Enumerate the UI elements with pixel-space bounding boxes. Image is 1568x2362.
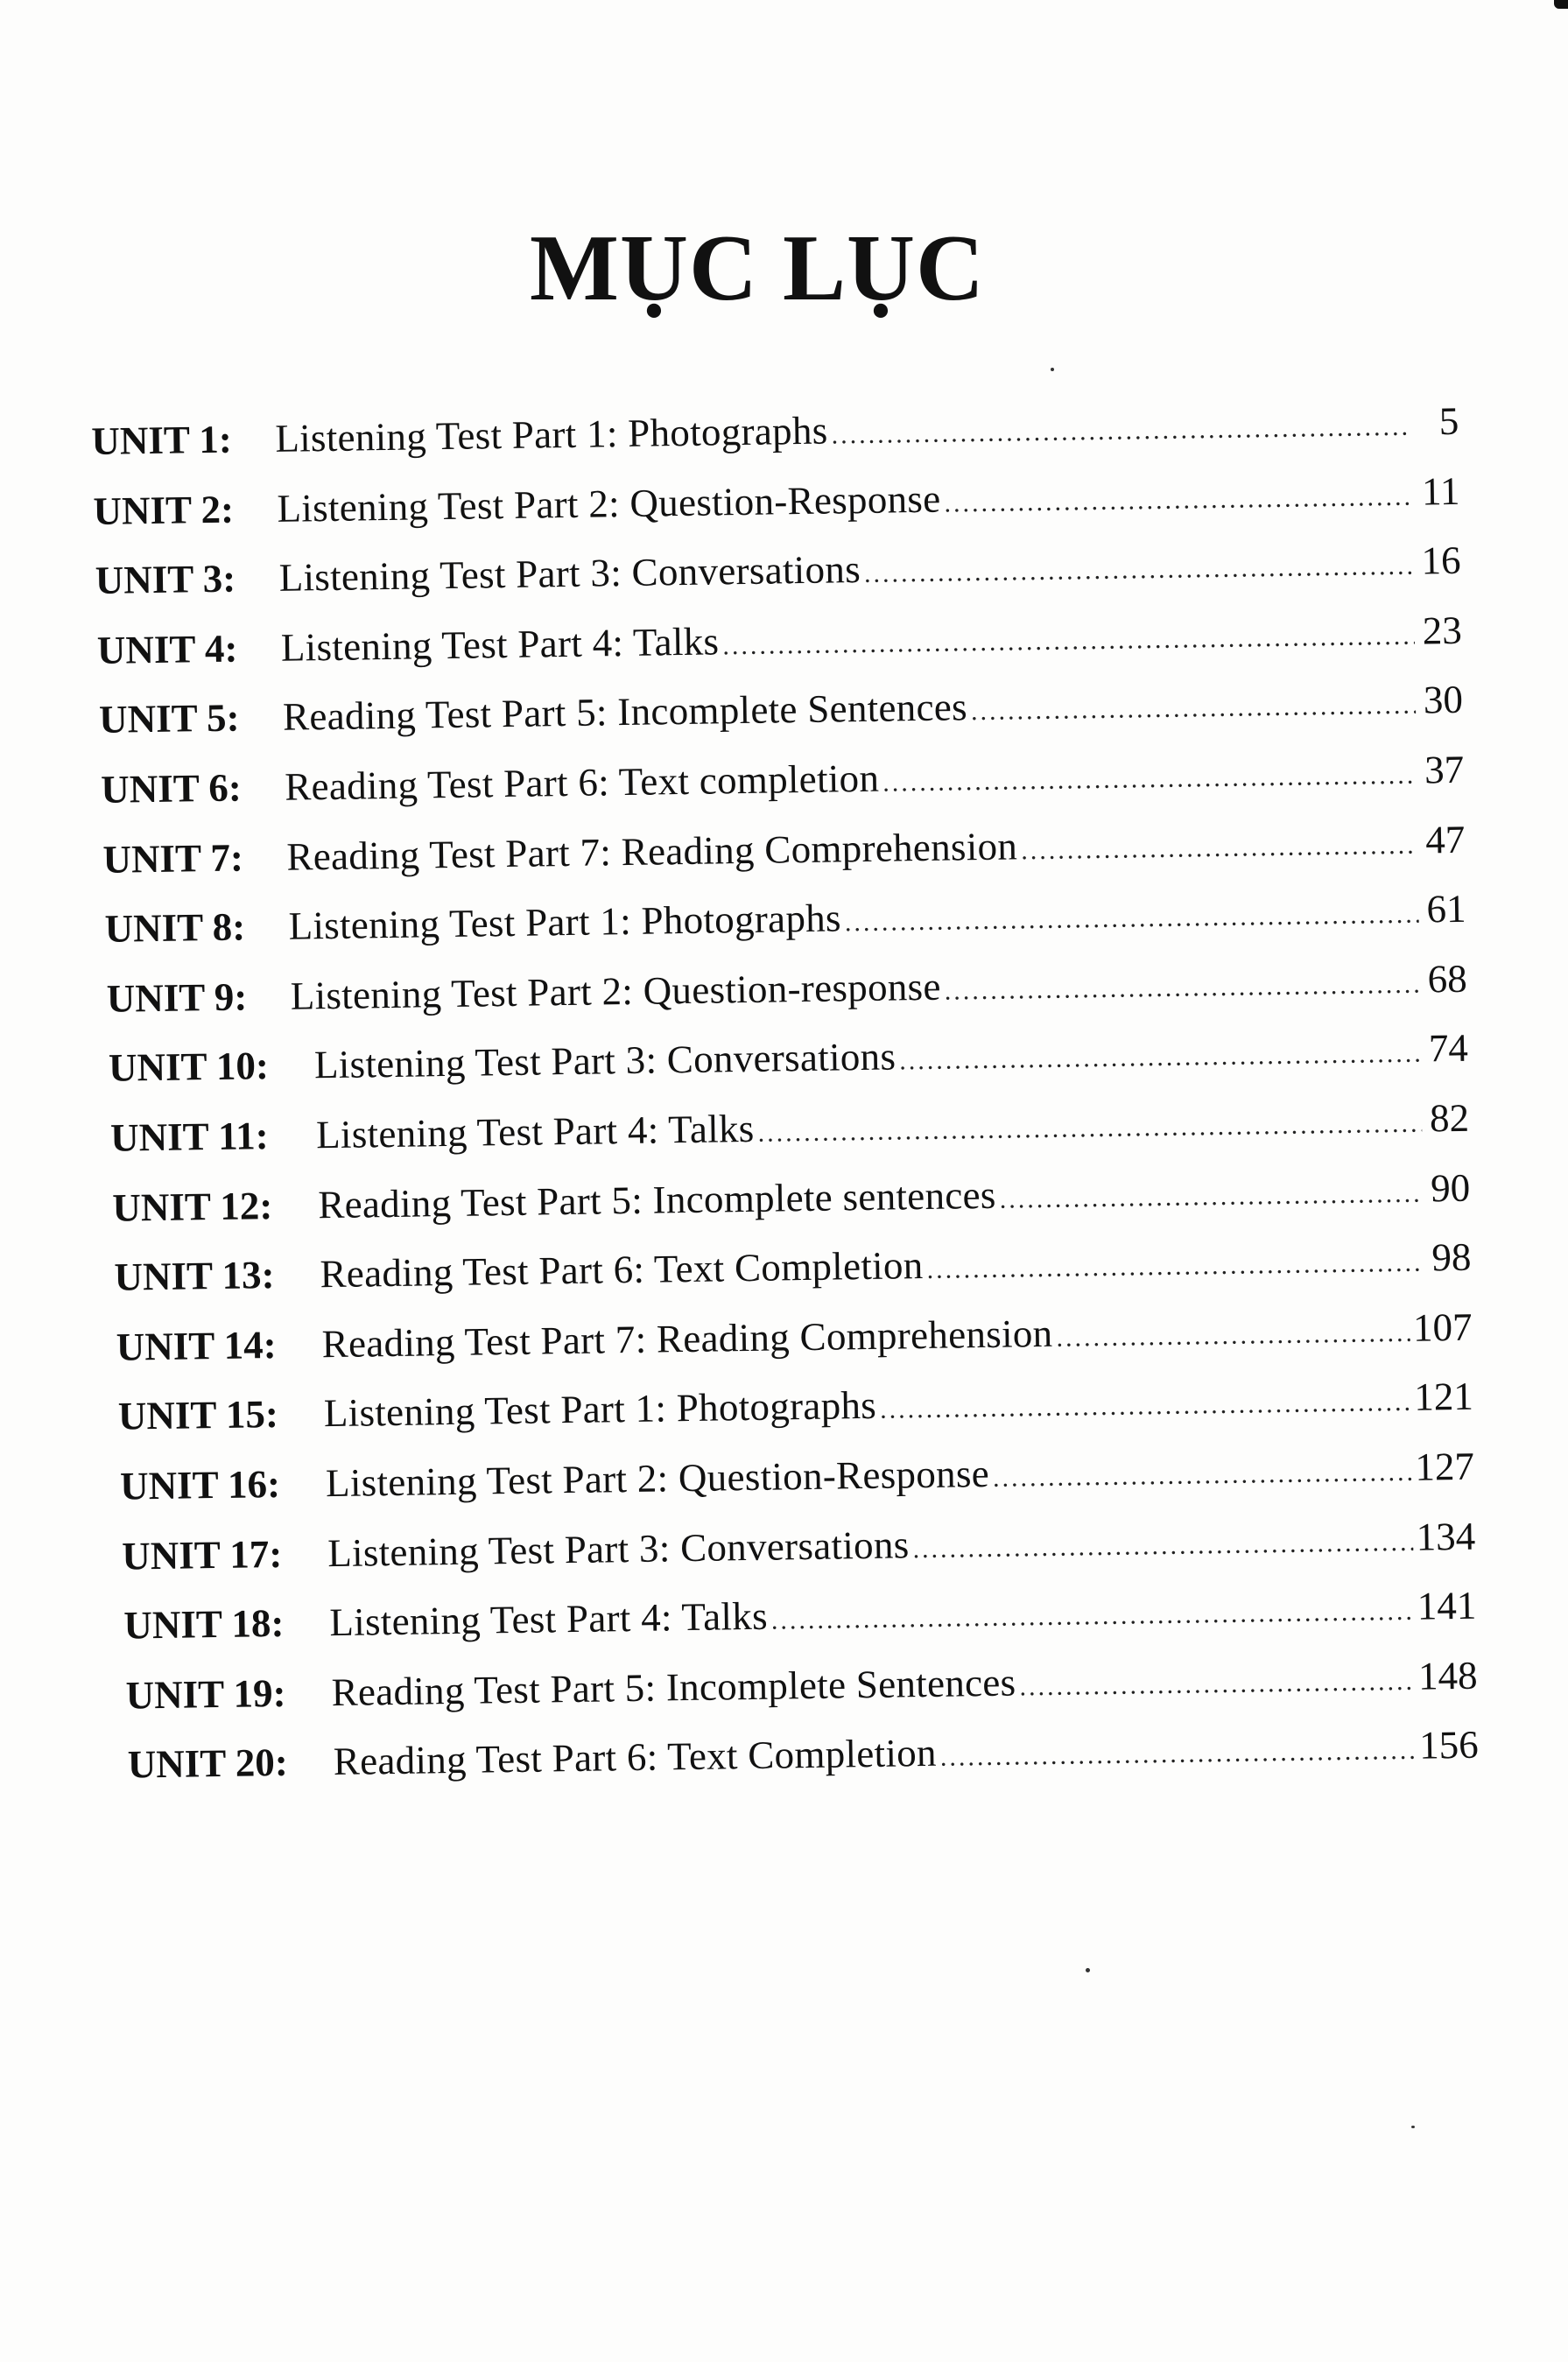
toc-unit-label: UNIT 19: [125,1670,286,1718]
toc-dot-leader [771,1597,1415,1636]
toc-entry-title: Reading Test Part 5: Incomplete Sentences [331,1660,1016,1714]
toc-unit-label: UNIT 18: [123,1600,285,1648]
toc-page-number: 156 [1418,1722,1480,1768]
toc-dot-leader [944,969,1420,1006]
toc-entry-title: Listening Test Part 2: Question-Response [325,1451,990,1506]
toc-dot-leader [757,1108,1422,1148]
toc-entry-title: Reading Test Part 5: Incomplete Sentences [282,685,968,740]
toc-entry-title: Reading Test Part 7: Reading Comprehension [286,823,1018,879]
toc-dot-leader [999,1178,1423,1214]
page-title: MỤC LỤC [530,216,985,320]
toc-unit-label: UNIT 17: [121,1531,283,1578]
toc-page-number: 127 [1415,1444,1475,1489]
toc-unit-label: UNIT 7: [102,835,244,882]
scan-speck [1086,1968,1090,1972]
toc-dot-leader [1056,1318,1410,1353]
toc-page-number: 5 [1438,398,1459,444]
toc-page-number: 37 [1424,747,1465,792]
toc-dot-leader [926,1248,1424,1285]
toc-page-number: 148 [1417,1653,1478,1698]
toc-dot-leader [722,621,1415,661]
toc-page-number: 134 [1416,1514,1476,1559]
toc-page-number: 141 [1417,1583,1477,1628]
toc-entry-title: Listening Test Part 4: Talks [329,1593,769,1645]
toc-dot-leader [1019,1666,1415,1702]
toc-entry-title: Reading Test Part 7: Reading Comprehension [321,1311,1053,1366]
toc-entry-title: Listening Test Part 1: Photographs [288,896,842,948]
toc-dot-leader [1021,830,1418,866]
toc-entry-title: Listening Test Part 2: Question-Response [277,476,941,531]
toc-unit-label: UNIT 11: [109,1114,270,1160]
toc-entry-title: Listening Test Part 1: Photographs [274,408,828,460]
toc-unit-label: UNIT 8: [104,904,246,951]
toc-page-number: 107 [1412,1304,1473,1350]
toc-unit-label: UNIT 6: [100,765,243,812]
scan-speck [1411,2126,1415,2128]
toc-dot-leader [864,552,1414,589]
scan-speck [1051,368,1054,371]
toc-unit-label: UNIT 13: [114,1253,275,1299]
toc-entry-title: Listening Test Part 2: Question-response [290,964,942,1018]
toc-unit-label: UNIT 20: [127,1740,289,1787]
toc-page-number: 74 [1428,1026,1469,1071]
toc-unit-label: UNIT 12: [112,1183,273,1230]
toc-entry-title: Listening Test Part 1: Photographs [323,1383,877,1436]
toc-entry-title: Reading Test Part 5: Incomplete sentences [317,1172,996,1227]
toc-page-number: 47 [1424,817,1466,861]
toc-entry-title: Listening Test Part 3: Conversations [327,1522,910,1575]
toc-entry-title: Reading Test Part 6: Text Completion [333,1731,938,1784]
toc-dot-leader [899,1039,1421,1077]
scan-corner-mark [1554,0,1568,9]
toc-dot-leader [831,412,1411,451]
toc-dot-leader [845,900,1419,938]
toc-unit-label: UNIT 9: [106,974,248,1021]
toc-dot-leader [944,482,1412,518]
toc-page-number: 121 [1413,1374,1474,1420]
toc-page-number: 16 [1421,538,1461,583]
toc-unit-label: UNIT 2: [93,487,235,533]
toc-entry-title: Reading Test Part 6: Text Completion [320,1243,924,1297]
toc-unit-label: UNIT 10: [108,1044,270,1091]
toc-entry-title: Listening Test Part 4: Talks [315,1106,755,1157]
toc-entry-title: Listening Test Part 3: Conversations [313,1034,897,1087]
toc-entry-title: Listening Test Part 4: Talks [280,619,720,670]
toc-unit-label: UNIT 15: [117,1392,279,1438]
toc-entry-title: Reading Test Part 6: Text completion [284,756,880,809]
toc-dot-leader [940,1736,1417,1773]
toc-page-number: 30 [1423,678,1464,722]
toc-page-number: 90 [1430,1165,1471,1210]
table-of-contents [91,398,1479,1812]
toc-page-number: 82 [1429,1095,1470,1141]
toc-page-number: 11 [1421,468,1460,514]
toc-dot-leader [912,1527,1413,1564]
toc-page-number: 23 [1422,608,1463,653]
toc-page-number: 98 [1431,1234,1472,1280]
toc-unit-label: UNIT 16: [119,1461,281,1508]
toc-unit-label: UNIT 5: [98,695,240,742]
toc-page-number: 61 [1426,886,1466,931]
toc-entry-title: Listening Test Part 3: Conversations [278,547,861,601]
toc-dot-leader [993,1458,1412,1494]
toc-page-number: 68 [1427,956,1468,1002]
toc-dot-leader [971,691,1417,728]
toc-dot-leader [882,761,1417,798]
toc-unit-label: UNIT 3: [95,556,236,603]
toc-unit-label: UNIT 1: [91,417,233,463]
toc-dot-leader [880,1388,1411,1425]
toc-unit-label: UNIT 14: [116,1322,278,1369]
toc-unit-label: UNIT 4: [96,626,238,672]
